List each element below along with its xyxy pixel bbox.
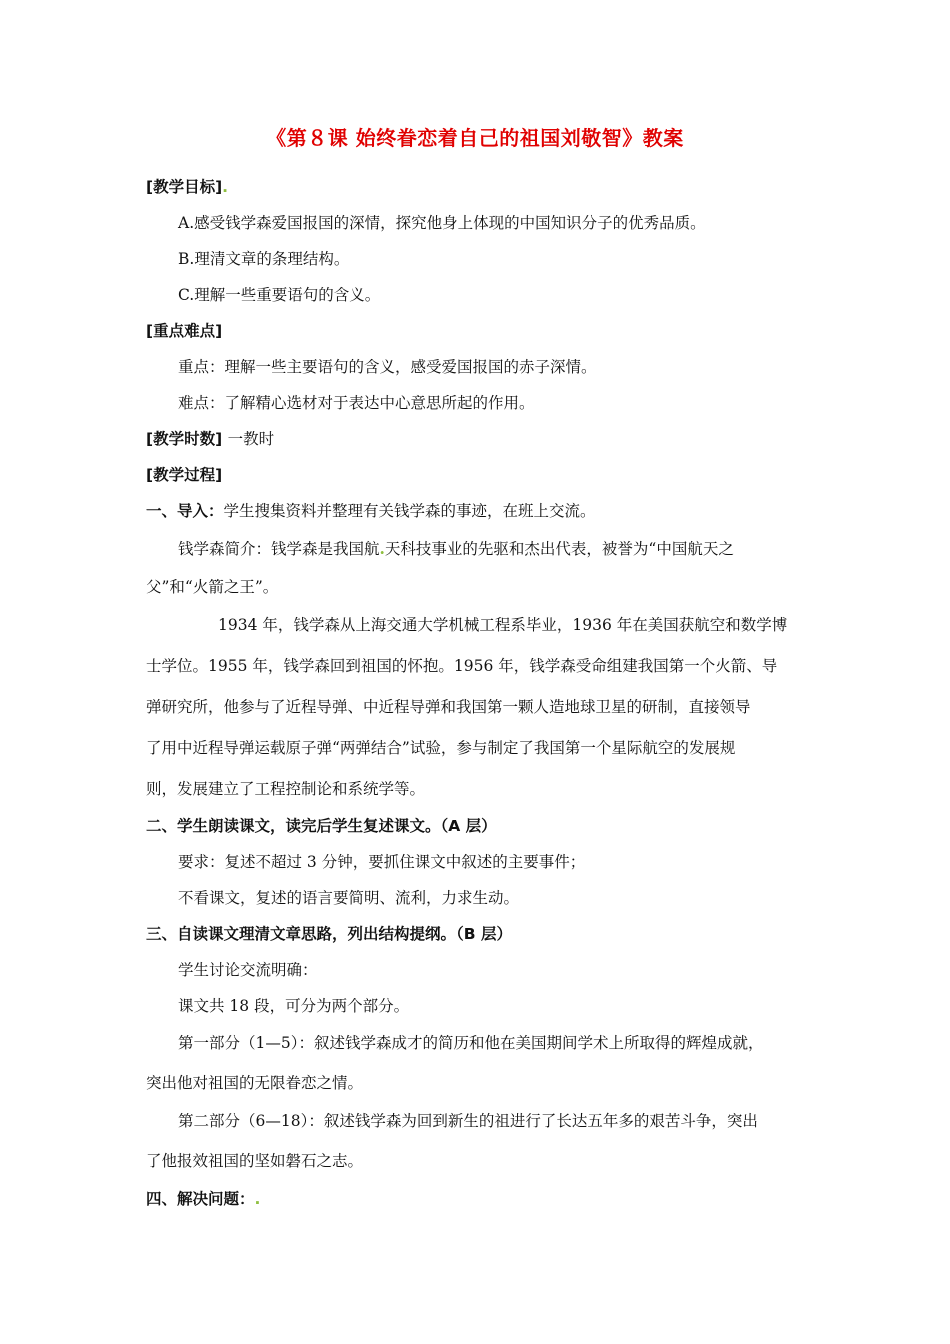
intro-line-2: 父”和“火箭之王”。 xyxy=(146,578,279,596)
bio-line-1: 1934 年，钱学森从上海交通大学机械工程系毕业，1936 年在美国获航空和数学博 xyxy=(218,616,788,634)
paragraph-count: 课文共 18 段，可分为两个部分。 xyxy=(178,997,410,1015)
goal-b: B.理清文章的条理结构。 xyxy=(178,250,350,268)
requirement-2: 不看课文，复述的语言要简明、流利，力求生动。 xyxy=(178,889,520,907)
hours-value: 一教时 xyxy=(227,430,275,448)
mark-dot: . xyxy=(222,178,229,196)
section-1-text: 学生搜集资料并整理有关钱学森的事迹，在班上交流。 xyxy=(223,502,596,520)
mark-dot: . xyxy=(254,1190,261,1208)
intro-line-1: 钱学森简介：钱学森是我国航.天科技事业的先驱和杰出代表，被誉为“中国航天之 xyxy=(178,539,734,558)
bio-line-5: 则，发展建立了工程控制论和系统学等。 xyxy=(146,780,426,798)
part-1-line-1: 第一部分（1—5）：叙述钱学森成才的简历和他在美国期间学术上所取得的辉煌成就， xyxy=(178,1034,764,1052)
goal-a: A.感受钱学森爱国报国的深情，探究他身上体现的中国知识分子的优秀品质。 xyxy=(178,214,706,232)
process-heading: [教学过程] xyxy=(146,466,223,484)
section-2-heading: 二、学生朗读课文，读完后学生复述课文。（A 层） xyxy=(146,817,497,835)
key-point: 重点：理解一些主要语句的含义，感受爱国报国的赤子深情。 xyxy=(178,358,597,376)
difficulty: 难点：了解精心选材对于表达中心意思所起的作用。 xyxy=(178,394,535,412)
goals-heading: [教学目标]. xyxy=(146,178,229,196)
section-3-heading: 三、自读课文理清文章思路，列出结构提纲。（B 层） xyxy=(146,925,512,943)
requirement-1: 要求：复述不超过 3 分钟，要抓住课文中叙述的主要事件； xyxy=(178,853,586,871)
document-title: 《第８课 始终眷恋着自己的祖国刘敬智》教案 xyxy=(266,126,684,150)
bio-line-3: 弹研究所，他参与了近程导弹、中近程导弹和我国第一颗人造地球卫星的研制，直接领导 xyxy=(146,698,751,716)
part-2-line-2: 了他报效祖国的坚如磐石之志。 xyxy=(146,1152,364,1170)
goal-c: C.理解一些重要语句的含义。 xyxy=(178,286,381,304)
section-1: 一、导入：学生搜集资料并整理有关钱学森的事迹，在班上交流。 xyxy=(146,502,596,520)
hours-row: [教学时数] 一教时 xyxy=(146,430,275,448)
discussion: 学生讨论交流明确： xyxy=(178,961,318,979)
part-1-line-2: 突出他对祖国的无限眷恋之情。 xyxy=(146,1074,364,1092)
part-2-line-1: 第二部分（6—18）：叙述钱学森为回到新生的祖进行了长达五年多的艰苦斗争，突出 xyxy=(178,1112,758,1130)
bio-line-2: 士学位。1955 年，钱学森回到祖国的怀抱。1956 年，钱学森受命组建我国第一个火箭、导 xyxy=(146,657,778,675)
section-4-heading: 四、解决问题：. xyxy=(146,1190,261,1208)
mark-dot: . xyxy=(379,539,385,558)
bio-line-4: 了用中近程导弹运载原子弹“两弹结合”试验，参与制定了我国第一个星际航空的发展规 xyxy=(146,739,736,757)
key-heading: [重点难点] xyxy=(146,322,223,340)
